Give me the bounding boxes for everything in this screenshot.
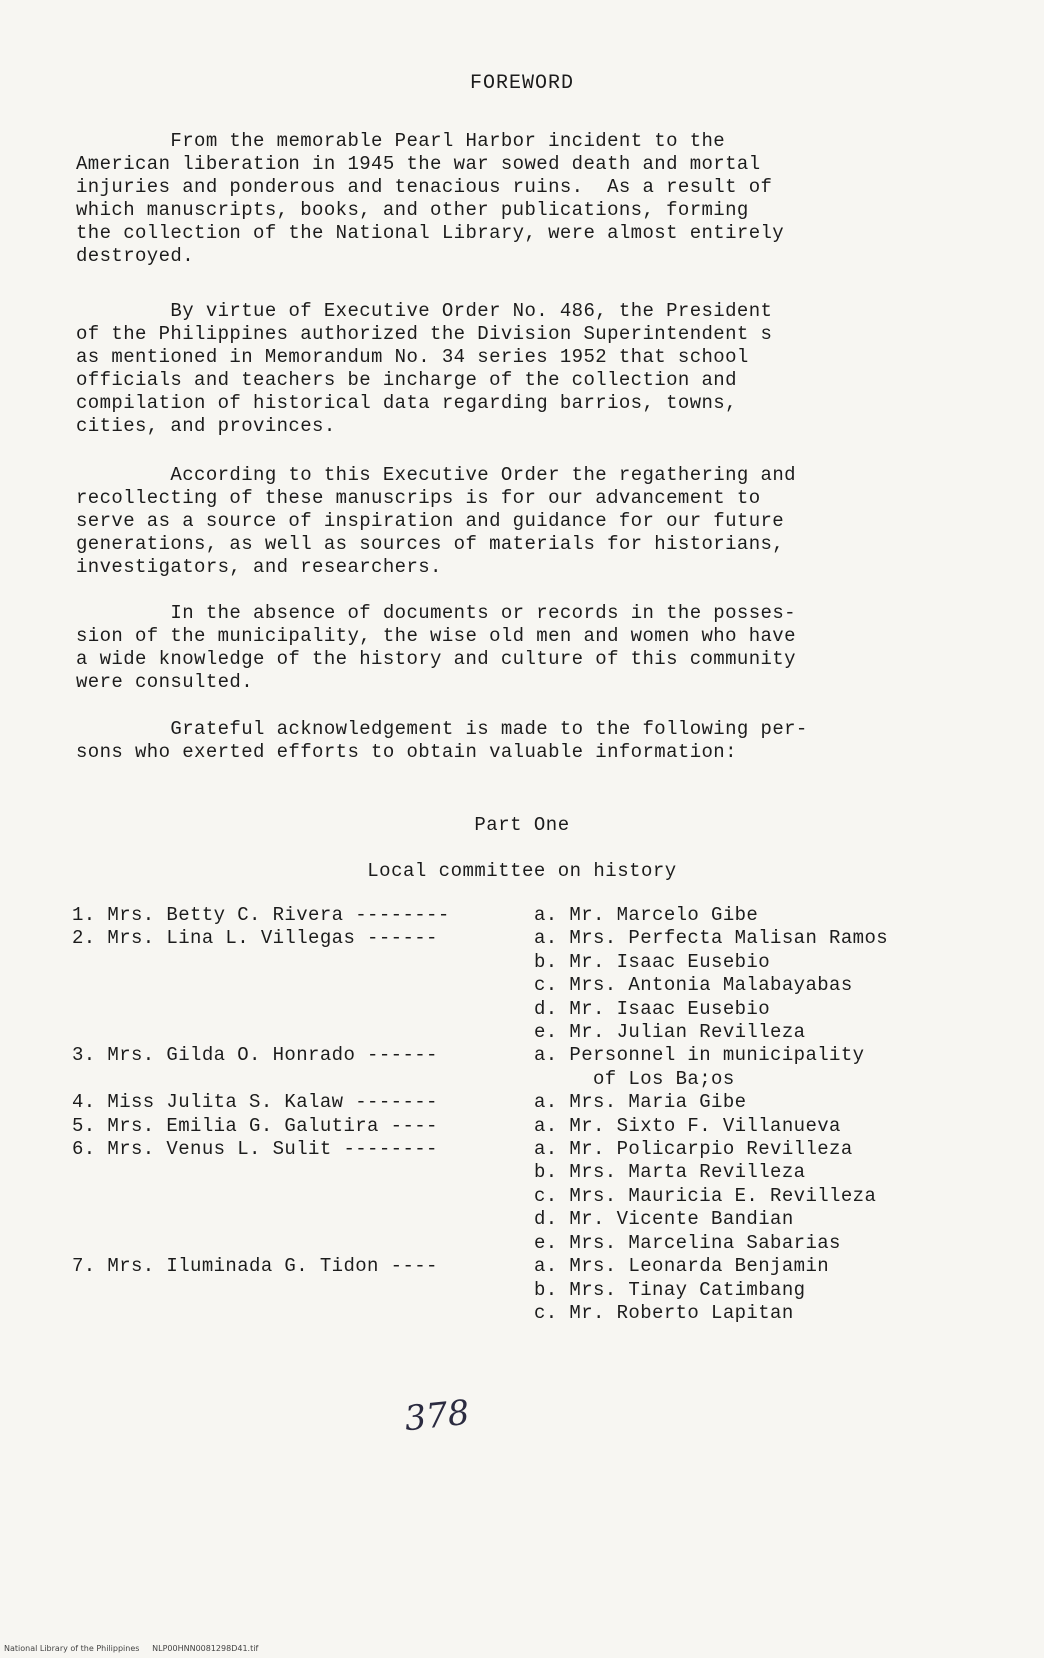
committee-row xyxy=(72,951,972,974)
informant: c. Mrs. Mauricia E. Revilleza xyxy=(534,1184,877,1207)
scan-footer: National Library of the Philippines NLP00HNN0081298D41.tif xyxy=(4,1644,259,1653)
committee-row xyxy=(72,1161,972,1184)
informant: e. Mrs. Marcelina Sabarias xyxy=(534,1231,841,1254)
paragraph-3: According to this Executive Order the regathering and recollecting of these manuscrips is for our advancement to serve as a source of inspiration and guidance for our future generations, as well as sources of materials for historians, investigators, and researchers. xyxy=(76,464,796,578)
committee-member xyxy=(72,1021,534,1044)
committee-row xyxy=(72,974,972,997)
committee-member xyxy=(72,974,534,997)
informant: c. Mr. Roberto Lapitan xyxy=(534,1301,794,1324)
committee-member xyxy=(72,1302,534,1325)
committee-row xyxy=(72,1279,972,1302)
committee-member xyxy=(72,1279,534,1302)
committee-member: 7. Mrs. Iluminada G. Tidon ---- xyxy=(72,1255,438,1278)
committee-member: 4. Miss Julita S. Kalaw ------- xyxy=(72,1091,438,1114)
handwritten-page-number: 378 xyxy=(402,1392,472,1440)
page-title: FOREWORD xyxy=(469,72,574,95)
informant: a. Mrs. Leonarda Benjamin xyxy=(534,1255,830,1278)
committee-row xyxy=(72,998,972,1021)
paragraph-2: By virtue of Executive Order No. 486, the President of the Philippines authorized the Division Superintendent s as mentioned in Memorandum No. 34 series 1952 that school officials and teachers be incharge of the collection and compilation of historical data regarding barrios, towns, cities, and provinces. xyxy=(76,300,773,437)
informant: a. Mrs. Maria Gibe xyxy=(534,1091,747,1114)
committee-row xyxy=(72,1115,972,1138)
committee-row xyxy=(72,1302,972,1325)
paragraph-1: From the memorable Pearl Harbor incident to the American liberation in 1945 the war sowed death and mortal injuries and ponderous and tenacious ruins. As a result of which manuscripts, books, and other publications, forming the collection of the National Library, were almost entirely destroyed. xyxy=(76,130,785,267)
informant: a. Mrs. Perfecta Malisan Ramos xyxy=(534,927,889,950)
committee-row xyxy=(72,1185,972,1208)
committee-row xyxy=(72,1232,972,1255)
paragraph-4: In the absence of documents or records in the posses- sion of the municipality, the wise old men and women who have a wide knowledge of the history and culture of this community were consulted. xyxy=(76,602,796,693)
committee-row xyxy=(72,1255,972,1278)
committee-member xyxy=(72,1208,534,1231)
committee-member xyxy=(72,998,534,1021)
committee-row xyxy=(72,1068,972,1091)
committee-row xyxy=(72,927,972,950)
committee-row xyxy=(72,1044,972,1067)
informant: b. Mr. Isaac Eusebio xyxy=(534,950,771,973)
committee-member: 6. Mrs. Venus L. Sulit -------- xyxy=(72,1138,438,1161)
committee-member xyxy=(72,1232,534,1255)
informant: b. Mrs. Marta Revilleza xyxy=(534,1161,806,1184)
paragraph-5: Grateful acknowledgement is made to the following per- sons who exerted efforts to obtain valuable information: xyxy=(76,718,808,763)
committee-member: 1. Mrs. Betty C. Rivera -------- xyxy=(72,904,450,926)
committee-row xyxy=(72,904,972,927)
informant: a. Mr. Sixto F. Villanueva xyxy=(534,1114,841,1137)
informant: a. Mr. Policarpio Revilleza xyxy=(534,1138,853,1161)
committee-row xyxy=(72,1138,972,1161)
committee-member: 2. Mrs. Lina L. Villegas ------ xyxy=(72,927,438,950)
committee-list xyxy=(72,904,972,1325)
informant: e. Mr. Julian Revilleza xyxy=(534,1021,806,1044)
committee-member: 5. Mrs. Emilia G. Galutira ---- xyxy=(72,1114,438,1137)
committee-row xyxy=(72,1208,972,1231)
informant: a. Personnel in municipality xyxy=(534,1044,865,1067)
committee-member xyxy=(72,1161,534,1184)
committee-member xyxy=(72,1068,534,1091)
committee-heading: Local committee on history xyxy=(367,860,677,882)
informant: b. Mrs. Tinay Catimbang xyxy=(534,1278,806,1301)
committee-row xyxy=(72,1091,972,1114)
informant: a. Mr. Marcelo Gibe xyxy=(534,904,759,926)
committee-row xyxy=(72,1021,972,1044)
part-heading: Part One xyxy=(474,814,570,836)
informant: d. Mr. Isaac Eusebio xyxy=(534,997,771,1020)
committee-member: 3. Mrs. Gilda O. Honrado ------ xyxy=(72,1044,438,1067)
informant: c. Mrs. Antonia Malabayabas xyxy=(534,974,853,997)
committee-member xyxy=(72,1185,534,1208)
committee-member xyxy=(72,951,534,974)
informant: of Los Ba;os xyxy=(534,1067,735,1090)
informant: d. Mr. Vicente Bandian xyxy=(534,1208,794,1231)
